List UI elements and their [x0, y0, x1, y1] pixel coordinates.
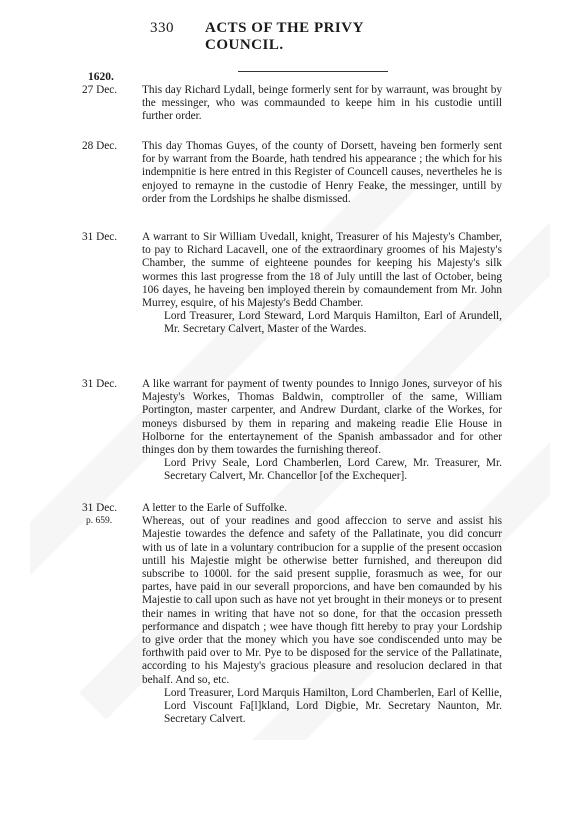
entry-text: Whereas, out of your readines and good affeccion to serve and assist his Majestie towardes the defence and safety of the Pallatinate, you did concurr with us of late in a voluntary contribucion for a supplie of the present occasion untill his Majestie might be otherwise better furnished, and thereupon did subscribe to 1000l. for the said present supplie, forasmuch as wee, for our partes, have paid in our severall proporcions, and have ben comaunded by his Majestie to call upon such as have not yet brought in their moneys or to present their names in writing that have not so done, for that the occasion presseth performance and dispatch ; wee have though fitt hereby to pray your Lordship to give order that the money which you have soe condiscended unto may be forthwith paid over to Mr. Pye to be disposed for the service of the Pallatinate, according to his Majesty's gracious pleasure and resolucion declared in that behalf. And so, etc.	[142, 515, 502, 686]
entry-date: 31 Dec.	[82, 378, 118, 390]
entry-date: 28 Dec.	[82, 140, 118, 152]
page-reference: p. 659.	[86, 516, 113, 526]
entry-text: This day Thomas Guyes, of the county of Dorsett, haveing ben formerly sent for by warrant from the Boarde, hath tendred his appearance ; the which for his indempnitie is here entred in this Register of Councell causes, nevertheles he is enjoyed to remayne in the custodie of Henry Feake, the messinger, untill by order from the Lordships he shalbe dismissed.	[142, 140, 502, 205]
entry-date: 31 Dec.	[82, 502, 118, 514]
entry-date: 27 Dec.	[82, 84, 118, 96]
entry-signatories: Lord Treasurer, Lord Marquis Hamilton, Lord Chamberlen, Earl of Kellie, Lord Viscount Fa[l]kland, Lord Digbie, Mr. Secretary Naunton, Mr. Secretary Calvert.	[164, 686, 502, 726]
entry-date: 31 Dec.	[82, 231, 118, 243]
running-title: ACTS OF THE PRIVY COUNCIL.	[205, 20, 364, 53]
entry-text: A warrant to Sir William Uvedall, knight, Treasurer of his Majesty's Chamber, to pay to Richard Lacavell, one of the extraordinary groomes of his Majesty's Chamber, the summe of eighteene poundes for keeping his Majesty's silk wormes this last progresse from the 18 of July untill the last of October, being 106 dayes, he haveing ben imployed therein by comaundement from Mr. John Murrey, esquire, of his Majesty's Bedd Chamber.	[142, 231, 502, 310]
entry-31-dec-inigo-jones	[82, 378, 502, 484]
entry-signatories: Lord Privy Seale, Lord Chamberlen, Lord Carew, Mr. Treasurer, Mr. Secretary Calvert, Mr. Chancellor [of the Exchequer].	[164, 457, 502, 483]
entry-text: A like warrant for payment of twenty poundes to Innigo Jones, surveyor of his Majesty's Workes, Thomas Baldwin, comptroller of the same, William Portington, master carpenter, and Andrew Durdant, clarke of the Workes, for moneys disbursed by them in reparing and makeing readie Elie House in Holborne for the entertaynement of the Spanish ambassador and for other thinges don by them towardes the furnishing thereof.	[142, 378, 502, 457]
year-label: 1620.	[88, 71, 114, 83]
entry-31-dec-suffolke	[82, 502, 502, 726]
entry-signatories: Lord Treasurer, Lord Steward, Lord Marquis Hamilton, Earl of Arundell, Mr. Secretary Calvert, Master of the Wardes.	[164, 310, 502, 336]
entry-27-dec	[82, 84, 502, 124]
entry-text: This day Richard Lydall, beinge formerly sent for by warraunt, was brought by the messinger, who was commaunded to keepe him in his custodie untill further order.	[142, 84, 502, 123]
entry-31-dec-silkworms	[82, 231, 502, 337]
page-number: 330	[150, 20, 174, 36]
entry-heading: A letter to the Earle of Suffolke.	[142, 502, 288, 514]
header-rule	[238, 71, 388, 72]
entry-28-dec	[82, 140, 502, 206]
